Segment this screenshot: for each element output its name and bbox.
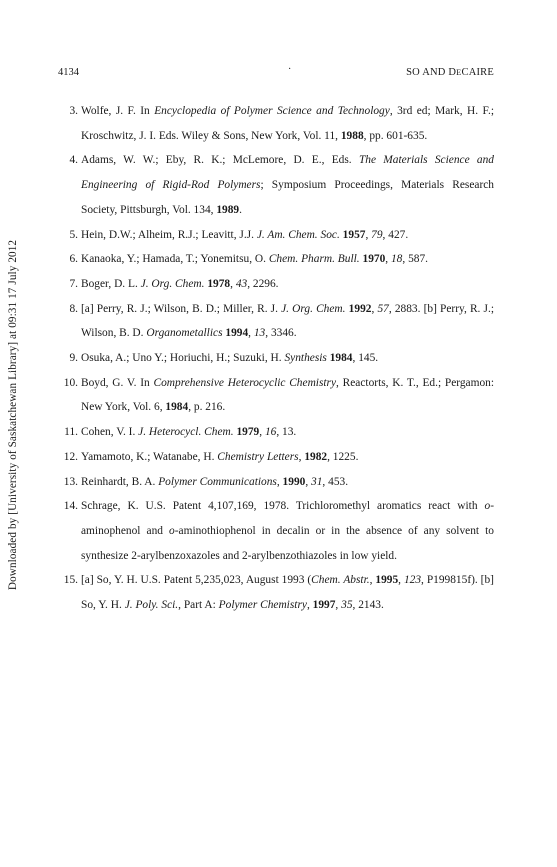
reference-number: 4.	[69, 154, 78, 167]
reference-item	[58, 297, 494, 346]
reference-number: 14.	[63, 500, 78, 513]
reference-text: -aminothiophenol in decalin or in the absence of any solvent to synthesize 2-arylbenzoxazoles and 2-arylbenzothiazoles in low yield.	[81, 524, 494, 562]
reference-italic-text: 18	[390, 253, 403, 266]
reference-text: Yamamoto, K.; Watanabe, H.	[81, 450, 218, 463]
reference-italic-text: Comprehensive Heterocyclic Chemistry	[153, 376, 337, 389]
reference-text: Boyd, G. V. In	[81, 376, 154, 389]
reference-year: 1989	[216, 203, 240, 216]
reference-item	[58, 247, 494, 272]
reference-item	[58, 346, 494, 371]
reference-text: ,	[385, 253, 391, 266]
reference-text: ,	[306, 599, 313, 612]
reference-italic-text: Organometallics	[146, 327, 223, 340]
reference-italic-text: J. Am. Chem. Soc.	[256, 228, 340, 241]
reference-text: , 145.	[352, 352, 379, 365]
reference-italic-text: Chem. Abstr.	[311, 574, 370, 587]
reference-italic-text: Polymer Chemistry	[218, 599, 307, 612]
reference-text: Hein, D.W.; Alheim, R.J.; Leavitt, J.J.	[81, 228, 257, 241]
reference-text: , 1225.	[327, 450, 359, 463]
reference-text: [a] Perry, R. J.; Wilson, B. D.; Miller, R. J.	[81, 302, 282, 315]
reference-item	[58, 223, 494, 248]
reference-italic-text: 35	[341, 599, 353, 612]
reference-italic-text: Encyclopedia of Polymer Science and Technology	[154, 105, 390, 117]
reference-italic-text: J. Org. Chem.	[281, 302, 346, 315]
reference-year: 1984	[165, 401, 189, 414]
reference-item	[58, 470, 494, 495]
reference-italic-text: 123	[403, 574, 422, 587]
reference-text: ,	[369, 574, 376, 587]
reference-text: , 3rd ed; Mark, H. F.; Kroschwitz, J. I. Eds. Wiley & Sons, New York, Vol. 11,	[81, 105, 494, 142]
reference-text: ,	[335, 599, 342, 612]
reference-text: Adams, W. W.; Eby, R. K.; McLemore, D. E., Eds.	[81, 154, 359, 167]
reference-year: 1984	[329, 352, 353, 365]
reference-text: ,	[398, 574, 404, 587]
reference-text: , p. 216.	[188, 401, 226, 414]
reference-italic-text: o	[484, 500, 491, 513]
reference-text: Wolfe, J. F. In	[81, 105, 155, 117]
reference-italic-text: J. Org. Chem.	[140, 277, 205, 290]
reference-text: , Reactorts, K. T., Ed.; Pergamon: New York, Vol. 6,	[81, 376, 495, 414]
reference-italic-text: 31	[311, 475, 323, 488]
reference-italic-text: Chemistry Letters	[217, 450, 299, 463]
reference-text: ,	[259, 426, 265, 439]
reference-text: ,	[248, 327, 254, 340]
reference-item	[58, 99, 494, 148]
reference-text: , 3346.	[265, 327, 297, 340]
reference-number: 5.	[69, 228, 78, 241]
reference-text: Reinhardt, B. A.	[81, 475, 159, 488]
reference-year: 1979	[236, 426, 260, 439]
reference-year: 1995	[375, 574, 399, 587]
download-watermark	[2, 190, 24, 640]
reference-text: ,	[365, 228, 372, 241]
reference-text: , 2883. [b] Perry, R. J.; Wilson, B. D.	[81, 302, 494, 340]
reference-italic-text: 57	[377, 302, 389, 315]
reference-italic-text: J. Heterocycl. Chem.	[138, 426, 234, 439]
reference-item	[58, 371, 494, 420]
running-title: SO AND DECAIRE	[406, 67, 494, 78]
reference-italic-text: Polymer Communications	[158, 475, 277, 488]
reference-item	[58, 568, 494, 617]
reference-italic-text: 16	[264, 426, 277, 439]
reference-text: , 427.	[382, 228, 409, 241]
reference-text: , pp. 601-635.	[363, 129, 428, 142]
reference-text: Cohen, V. I.	[81, 426, 139, 439]
page-header	[58, 64, 494, 81]
reference-number: 8.	[69, 302, 78, 315]
reference-item	[58, 445, 494, 470]
reference-text: Schrage, K. U.S. Patent 4,107,169, 1978. Trichloromethyl aromatics react with	[81, 500, 485, 513]
reference-number: 11.	[64, 426, 78, 439]
reference-number: 6.	[69, 253, 78, 266]
reference-number: 10.	[63, 376, 78, 389]
reference-year: 1992	[348, 302, 372, 315]
reference-year: 1978	[207, 277, 231, 290]
reference-year: 1988	[340, 129, 364, 142]
reference-item	[58, 148, 494, 222]
reference-text: -aminophenol and	[81, 500, 494, 537]
reference-number: 12.	[63, 450, 78, 463]
reference-number: 3.	[69, 105, 78, 117]
reference-text: , 2143.	[352, 599, 384, 612]
reference-item	[58, 420, 494, 445]
reference-italic-text: J. Poly. Sci.	[124, 599, 179, 612]
reference-year: 1970	[362, 253, 386, 266]
reference-text: ,	[298, 450, 305, 463]
reference-number: 7.	[69, 277, 78, 290]
reference-text: [a] So, Y. H. U.S. Patent 5,235,023, August 1993 (	[81, 574, 312, 587]
reference-italic-text: 43	[235, 277, 248, 290]
reference-italic-text: 13	[253, 327, 266, 340]
reference-text: ; Symposium Proceedings, Materials Research Society, Pittsburgh, Vol. 134,	[81, 179, 494, 216]
reference-text: Osuka, A.; Uno Y.; Horiuchi, H.; Suzuki, H.	[81, 352, 285, 365]
reference-text: , 2296.	[247, 277, 279, 290]
reference-number: 9.	[69, 352, 78, 365]
reference-list	[58, 99, 494, 618]
reference-item	[58, 272, 494, 297]
header-dot: ·	[288, 64, 292, 75]
reference-text: , 587.	[402, 253, 429, 266]
reference-italic-text: The Materials Science and Engineering of Rigid-Rod Polymers	[81, 154, 494, 192]
reference-item	[58, 494, 494, 568]
reference-text: ,	[230, 277, 236, 290]
reference-text: ,	[371, 302, 378, 315]
reference-number: 15.	[63, 574, 78, 587]
reference-italic-text: Chem. Pharm. Bull.	[268, 253, 360, 266]
reference-italic-text: 79	[371, 228, 383, 241]
reference-italic-text: o	[169, 524, 175, 537]
reference-year: 1997	[312, 599, 336, 612]
reference-year: 1982	[304, 450, 328, 463]
page-number: 4134	[58, 67, 79, 78]
reference-year: 1957	[342, 228, 366, 241]
reference-text: ,	[305, 475, 312, 488]
reference-year: 1994	[225, 327, 249, 340]
reference-text: , 13.	[276, 426, 297, 439]
reference-number: 13.	[63, 475, 78, 488]
reference-text: .	[239, 203, 242, 216]
reference-text: , P199815f). [b] So, Y. H.	[81, 574, 494, 612]
reference-text: , Part A:	[178, 599, 219, 612]
reference-text: ,	[276, 475, 283, 488]
reference-year: 1990	[282, 475, 306, 488]
reference-text: Kanaoka, Y.; Hamada, T.; Yonemitsu, O.	[81, 253, 269, 266]
reference-text: Boger, D. L.	[81, 277, 141, 290]
reference-text: , 453.	[322, 475, 349, 488]
download-watermark-text: Downloaded by [University of Saskatchewan Library] at 09:31 17 July 2012	[7, 239, 19, 591]
reference-italic-text: Synthesis	[284, 352, 327, 365]
